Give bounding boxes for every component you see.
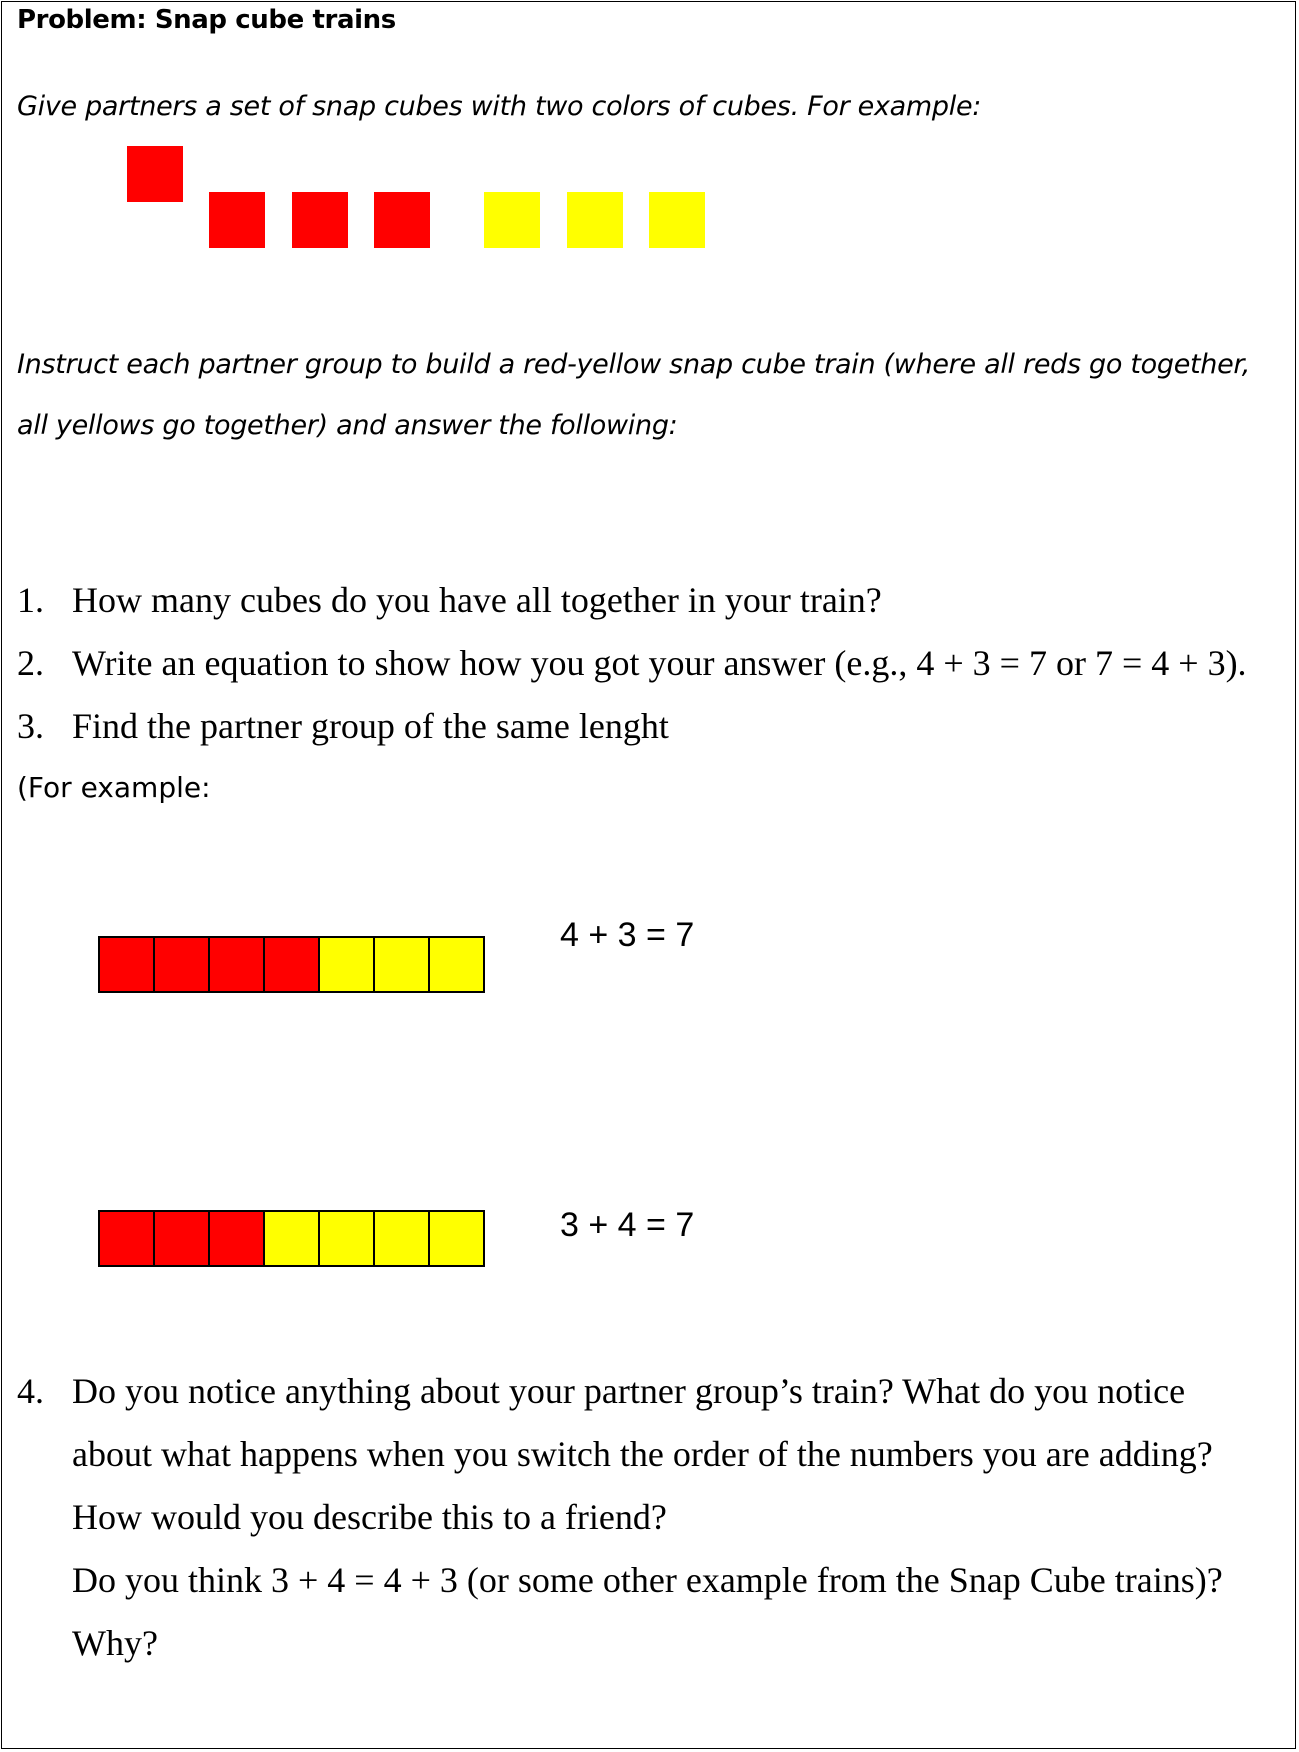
red-cube: [374, 192, 430, 248]
question-4-line-1: Do you notice anything about your partner group’s train? What do you notice: [72, 1371, 1186, 1411]
question-4-line-2: about what happens when you switch the order of the numbers you are adding?: [72, 1434, 1213, 1474]
for-example-label: (For example:: [17, 771, 211, 804]
question-4: [17, 1370, 1185, 1412]
question-text: How many cubes do you have all together in your train?: [72, 580, 882, 620]
question-number: 4.: [17, 1371, 44, 1411]
red-cube: [155, 938, 210, 991]
question-text: Write an equation to show how you got your answer (e.g., 4 + 3 = 7 or 7 = 4 + 3).: [72, 643, 1247, 683]
question-text: Find the partner group of the same lenght: [72, 706, 669, 746]
intro-text: Give partners a set of snap cubes with two colors of cubes. For example:: [17, 91, 982, 122]
red-cube: [292, 192, 348, 248]
red-cube: [100, 938, 155, 991]
red-cube: [100, 1212, 155, 1265]
page-title: Problem: Snap cube trains: [17, 5, 396, 35]
yellow-cube: [320, 1212, 375, 1265]
red-cube: [155, 1212, 210, 1265]
question-number: 2.: [17, 643, 44, 683]
yellow-cube: [430, 938, 483, 991]
question-4-line-4: Do you think 3 + 4 = 4 + 3 (or some other example from the Snap Cube trains)?: [72, 1560, 1223, 1600]
question-1: [17, 579, 882, 621]
train-2-equation: 3 + 4 = 7: [560, 1206, 695, 1244]
worksheet-frame: [1, 1, 1296, 1749]
red-cube: [265, 938, 320, 991]
red-cube: [209, 192, 265, 248]
instruction-line-2: all yellows go together) and answer the following:: [17, 410, 678, 441]
yellow-cube: [567, 192, 623, 248]
yellow-cube: [265, 1212, 320, 1265]
red-cube: [210, 938, 265, 991]
yellow-cube: [375, 1212, 430, 1265]
question-number: 3.: [17, 706, 44, 746]
question-2: [17, 642, 1247, 684]
instruction-line-1: Instruct each partner group to build a red-yellow snap cube train (where all reds go together,: [17, 349, 1251, 380]
cube-train-2: [98, 1210, 485, 1267]
yellow-cube: [375, 938, 430, 991]
question-4-line-3: How would you describe this to a friend?: [72, 1497, 667, 1537]
train-1-equation: 4 + 3 = 7: [560, 916, 695, 954]
yellow-cube: [320, 938, 375, 991]
yellow-cube: [484, 192, 540, 248]
yellow-cube: [430, 1212, 483, 1265]
red-cube: [127, 146, 183, 202]
cube-train-1: [98, 936, 485, 993]
question-3: [17, 705, 669, 747]
red-cube: [210, 1212, 265, 1265]
question-4-line-5: Why?: [72, 1623, 158, 1663]
yellow-cube: [649, 192, 705, 248]
question-number: 1.: [17, 580, 44, 620]
